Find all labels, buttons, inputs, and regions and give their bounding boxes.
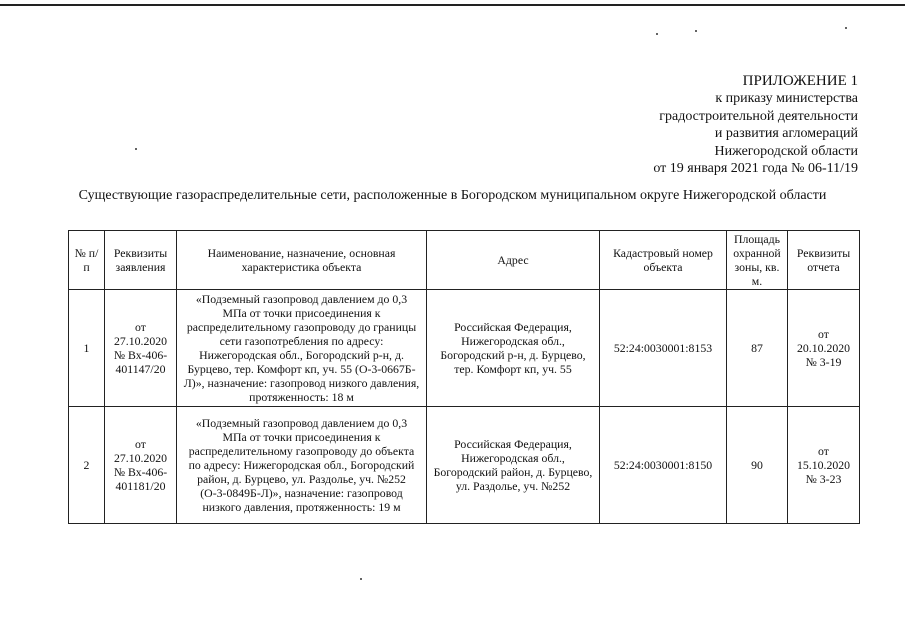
scan-speck [845,27,847,29]
cell-report: от 15.10.2020 № 3-23 [788,407,860,524]
appendix-line: и развития агломераций [714,126,858,142]
cell-address: Российская Федерация, Нижегородская обл., Богородский район, д. Бурцево, ул. Раздолье, уч. №252 [427,407,600,524]
scan-top-edge [0,4,905,6]
scan-speck [360,578,362,580]
appendix-line: к приказу министерства [715,91,858,107]
appendix-line: градостроительной деятельности [659,108,858,124]
scan-speck [135,148,137,150]
cell-address: Российская Федерация, Нижегородская обл., Богородский р-н, д. Бурцево, тер. Комфорт кп, уч. 55 [427,290,600,407]
cell-cadastral: 52:24:0030001:8153 [600,290,727,407]
gas-network-table [68,230,860,524]
scan-speck [656,33,658,35]
document-title: Существующие газораспределительные сети, расположенные в Богородском муниципальном округе Нижегородской области [78,188,827,203]
header-cadastral: Кадастровый номер объекта [600,231,727,290]
table-row [69,407,860,524]
cell-name: «Подземный газопровод давлением до 0,3 МПа от точки присоединения к распределительному газопроводу до границы сети газопотребления по адресу: Нижегородская обл., Богородский р-н, д. Бурцево, тер. Комфорт кп, уч. 55 (О-3-0667Б-Л)», назначение: газопровод низкого давления, протяженность: 18 м [177,290,427,407]
cell-name: «Подземный газопровод давлением до 0,3 МПа от точки присоединения к распределительному газопроводу до объекта по адресу: Нижегородская обл., Богородский район, д. Бурцево, ул. Раздолье, уч. №252 (О-3-0849Б-Л)», назначение: газопровод низкого давления, протяженность: 19 м [177,407,427,524]
cell-area: 90 [727,407,788,524]
cell-application: от 27.10.2020 № Вх-406-401147/20 [105,290,177,407]
appendix-heading: ПРИЛОЖЕНИЕ 1 [742,73,858,89]
cell-cadastral: 52:24:0030001:8150 [600,407,727,524]
header-report: Реквизиты отчета [788,231,860,290]
table-header-row [69,231,860,290]
appendix-header [558,73,858,177]
header-address: Адрес [427,231,600,290]
header-num: № п/п [69,231,105,290]
header-name: Наименование, назначение, основная характеристика объекта [177,231,427,290]
appendix-line: от 19 января 2021 года № 06-11/19 [653,161,858,177]
cell-num: 1 [69,290,105,407]
cell-num: 2 [69,407,105,524]
cell-area: 87 [727,290,788,407]
header-application: Реквизиты заявления [105,231,177,290]
table-row [69,290,860,407]
cell-application: от 27.10.2020 № Вх-406-401181/20 [105,407,177,524]
header-area: Площадь охранной зоны, кв. м. [727,231,788,290]
scan-speck [695,30,697,32]
appendix-line: Нижегородской области [714,143,858,159]
cell-report: от 20.10.2020 № 3-19 [788,290,860,407]
